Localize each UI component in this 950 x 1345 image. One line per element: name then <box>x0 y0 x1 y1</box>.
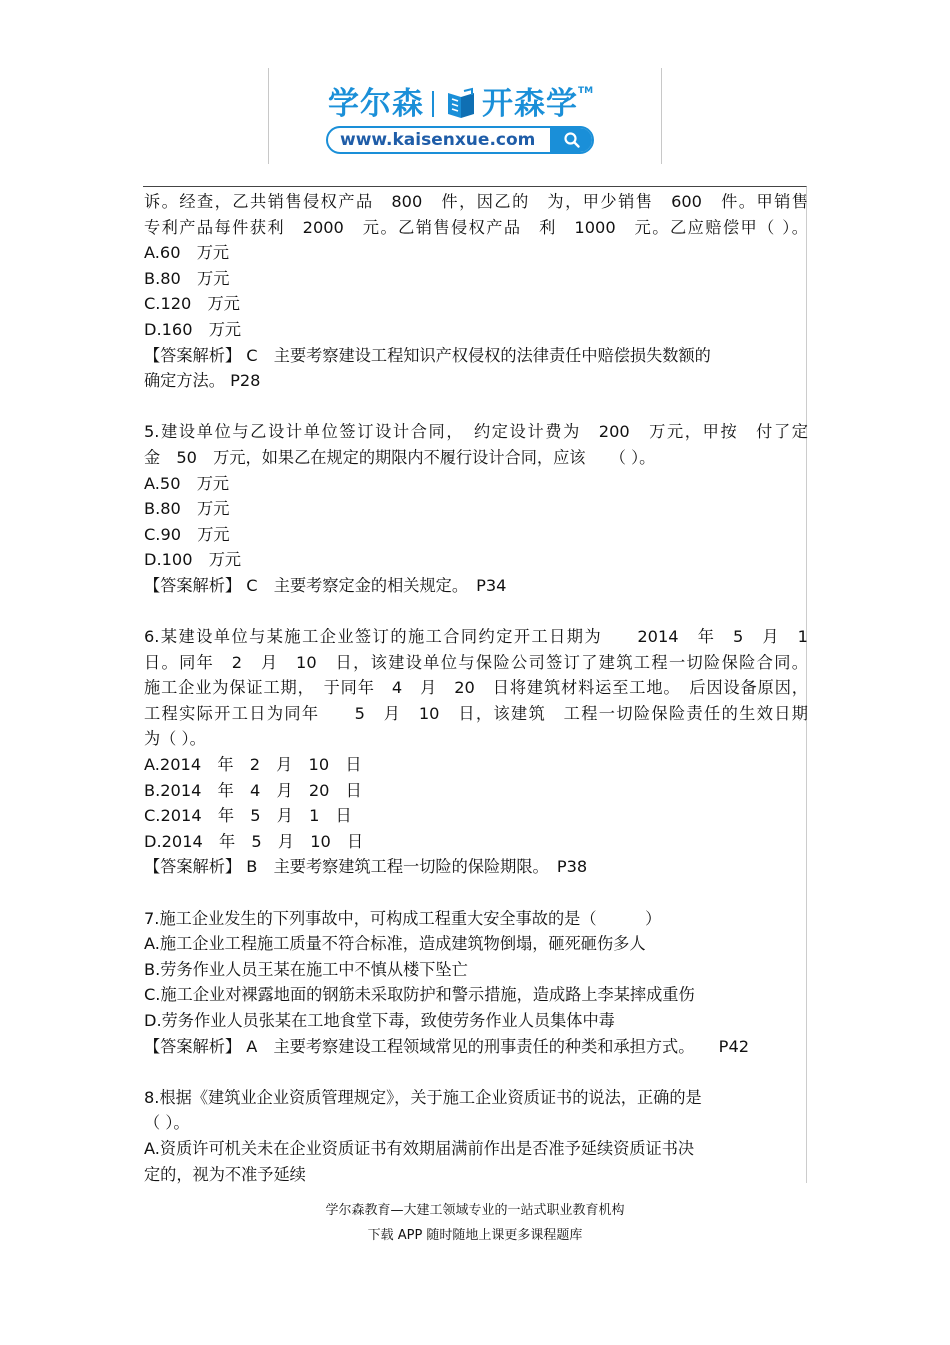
text-line: C.90 万元 <box>144 524 230 544</box>
text-line: A.施工企业工程施工质量不符合标准，造成建筑物倒塌，砸死砸伤多人 <box>144 934 646 954</box>
blank-line <box>144 394 808 420</box>
text-line: D.100 万元 <box>144 550 242 570</box>
footer-app-note: 下载 APP 随时随地上课更多课程题库 <box>367 1228 583 1243</box>
text-line: B.80 万元 <box>144 499 230 519</box>
search-icon <box>563 131 581 149</box>
header-right-rule <box>661 68 662 164</box>
text-line: 定的，视为不准予延续 <box>144 1164 306 1184</box>
footer-slogan: 学尔森教育—大建工领域专业的一站式职业教育机构 <box>325 1203 625 1218</box>
page-footer <box>0 1198 950 1248</box>
website-url-bar <box>326 126 594 154</box>
text-line: 6.某建设单位与某施工企业签订的施工合同约定开工日期为 2014 年 5 月 1 <box>144 627 808 647</box>
brand-name-right: 开森学 <box>482 86 578 122</box>
text-line: 日。同年 2 月 10 日，该建设单位与保险公司签订了建筑工程一切险保险合同。 <box>144 652 808 672</box>
text-line: 金 50 万元，如果乙在规定的期限内不履行设计合同，应该 （ ）。 <box>144 447 656 467</box>
text-line: B.2014 年 4 月 20 日 <box>144 780 362 800</box>
text-line: A.2014 年 2 月 10 日 <box>144 755 362 775</box>
text-line: D.2014 年 5 月 10 日 <box>144 831 364 851</box>
text-line: 诉。经查，乙共销售侵权产品 800 件，因乙的 为，甲少销售 600 件。甲销售 <box>144 192 808 211</box>
text-line: C.2014 年 5 月 1 日 <box>144 806 352 826</box>
text-line: C.120 万元 <box>144 294 240 314</box>
text-line: 【答案解析】 B 主要考察建筑工程一切险的保险期限。 P38 <box>144 857 588 877</box>
blank-line <box>144 880 808 906</box>
book-icon <box>444 87 478 121</box>
trademark-mark: TM <box>578 86 594 96</box>
text-line: 8.根据《建筑业企业资质管理规定》，关于施工企业资质证书的说法，正确的是 <box>144 1087 702 1107</box>
text-line: 施工企业为保证工期， 于同年 4 月 20 日将建筑材料运至工地。 后因设备原因， <box>144 678 808 698</box>
text-line: 7.施工企业发生的下列事故中，可构成工程重大安全事故的是（ ） <box>144 908 662 928</box>
text-line: 确定方法。 P28 <box>144 371 261 391</box>
text-line: C.施工企业对裸露地面的钢筋未采取防护和警示措施，造成路上李某摔成重伤 <box>144 985 695 1005</box>
document-body <box>144 189 808 1187</box>
text-line: 5.建设单位与乙设计单位签订设计合同， 约定设计费为 200 万元，甲按 付了定 <box>144 422 808 442</box>
text-line: 【答案解析】 C 主要考察定金的相关规定。 P34 <box>144 575 507 595</box>
text-line: A.50 万元 <box>144 473 230 493</box>
text-line: D.160 万元 <box>144 319 242 339</box>
text-line: B.劳务作业人员王某在施工中不慎从楼下坠亡 <box>144 959 468 979</box>
website-url: www.kaisenxue.com <box>340 130 536 150</box>
text-line: D.劳务作业人员张某在工地食堂下毒，致使劳务作业人员集体中毒 <box>144 1011 615 1030</box>
text-line: A.资质许可机关未在企业资质证书有效期届满前作出是否准予延续资质证书决 <box>144 1138 695 1158</box>
header-left-rule <box>268 68 269 164</box>
blank-line <box>144 1059 808 1085</box>
text-line: 【答案解析】 A 主要考察建设工程领域常见的刑事责任的种类和承担方式。 P42 <box>144 1036 750 1056</box>
search-button <box>550 128 592 152</box>
brand-name-left: 学尔森 <box>328 86 424 122</box>
brand-logo <box>328 84 593 124</box>
text-line: 专利产品每件获利 2000 元。乙销售侵权产品 利 1000 元。乙应赔偿甲（ ）。 <box>144 217 808 237</box>
text-line: B.80 万元 <box>144 268 230 288</box>
page-header <box>268 68 662 164</box>
text-line: 工程实际开工日为同年 5 月 10 日，该建筑 工程一切险保险责任的生效日期 <box>144 703 808 723</box>
text-line: 为（ ）。 <box>144 729 206 749</box>
brand-separator <box>432 91 434 117</box>
text-line: （ ）。 <box>144 1113 190 1133</box>
text-line: 【答案解析】 C 主要考察建设工程知识产权侵权的法律责任中赔偿损失数额的 <box>144 345 711 365</box>
blank-line <box>144 599 808 625</box>
text-line: A.60 万元 <box>144 243 230 263</box>
